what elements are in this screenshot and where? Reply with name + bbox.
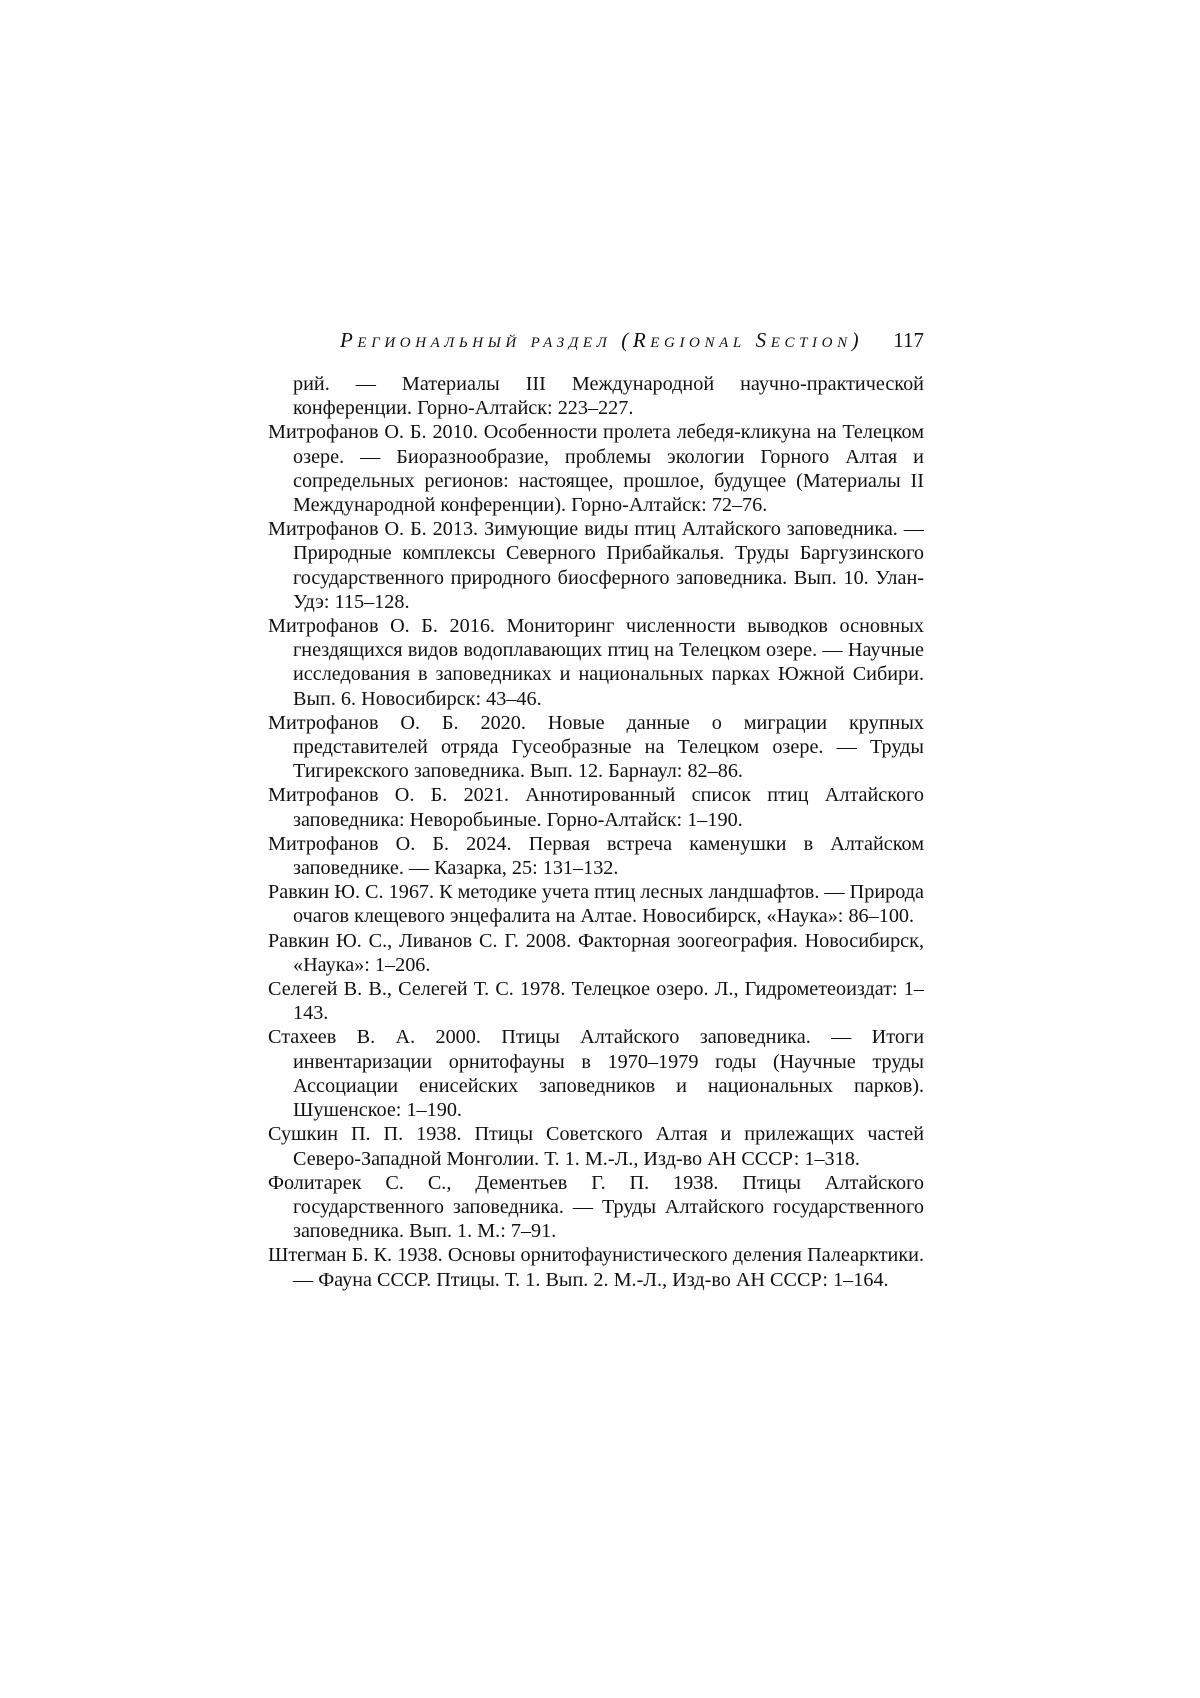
reference-entry: Равкин Ю. С., Ливанов С. Г. 2008. Факторная зоогеография. Новосибирск, «Наука»: 1–206. <box>268 929 924 977</box>
running-head <box>268 326 924 358</box>
reference-entry: Митрофанов О. Б. 2013. Зимующие виды птиц Алтайского заповедника. — Природные комплексы Северного Прибайкалья. Труды Баргузинского государственного природного биосферного заповедника. Вып. 10. Улан-Удэ: 115–128. <box>268 517 924 614</box>
running-title: Региональный раздел (Regional Section) <box>340 326 863 354</box>
document-page <box>0 0 1200 1698</box>
reference-entry: рий. — Материалы III Международной научно-практической конференции. Горно-Алтайск: 223–227. <box>268 372 924 420</box>
reference-entry: Фолитарек С. С., Дементьев Г. П. 1938. Птицы Алтайского государственного заповедника. — Труды Алтайского государственного заповедника. Вып. 1. М.: 7–91. <box>268 1171 924 1244</box>
reference-entry: Равкин Ю. С. 1967. К методике учета птиц лесных ландшафтов. — Природа очагов клещевого энцефалита на Алтае. Новосибирск, «Наука»: 86–100. <box>268 880 924 928</box>
page-number: 117 <box>893 326 924 354</box>
reference-entry: Сушкин П. П. 1938. Птицы Советского Алтая и прилежащих частей Северо-Западной Монголии. Т. 1. М.-Л., Изд-во АН СССР: 1–318. <box>268 1122 924 1170</box>
reference-entry: Митрофанов О. Б. 2024. Первая встреча каменушки в Алтайском заповеднике. — Казарка, 25: 131–132. <box>268 832 924 880</box>
reference-entry: Стахеев В. А. 2000. Птицы Алтайского заповедника. — Итоги инвентаризации орнитофауны в 1970–1979 годы (Научные труды Ассоциации енисейских заповедников и национальных парков). Шушенское: 1–190. <box>268 1025 924 1122</box>
reference-entry: Митрофанов О. Б. 2020. Новые данные о миграции крупных представителей отряда Гусеобразные на Телецком озере. — Труды Тигирекского заповедника. Вып. 12. Барнаул: 82–86. <box>268 711 924 784</box>
reference-entry: Митрофанов О. Б. 2021. Аннотированный список птиц Алтайского заповедника: Неворобьиные. Горно-Алтайск: 1–190. <box>268 783 924 831</box>
reference-entry: Селегей В. В., Селегей Т. С. 1978. Телецкое озеро. Л., Гидрометеоиздат: 1–143. <box>268 977 924 1025</box>
reference-entry: Митрофанов О. Б. 2010. Особенности пролета лебедя-кликуна на Телецком озере. — Биоразнообразие, проблемы экологии Горного Алтая и сопредельных регионов: настоящее, прошлое, будущее (Материалы II Международной конференции). Горно-Алтайск: 72–76. <box>268 420 924 517</box>
references-list <box>268 372 924 1292</box>
reference-entry: Штегман Б. К. 1938. Основы орнитофаунистического деления Палеарктики. — Фауна СССР. Птицы. Т. 1. Вып. 2. М.-Л., Изд-во АН СССР: 1–164. <box>268 1243 924 1291</box>
reference-entry: Митрофанов О. Б. 2016. Мониторинг численности выводков основных гнездящихся видов водоплавающих птиц на Телецком озере. — Научные исследования в заповедниках и национальных парках Южной Сибири. Вып. 6. Новосибирск: 43–46. <box>268 614 924 711</box>
